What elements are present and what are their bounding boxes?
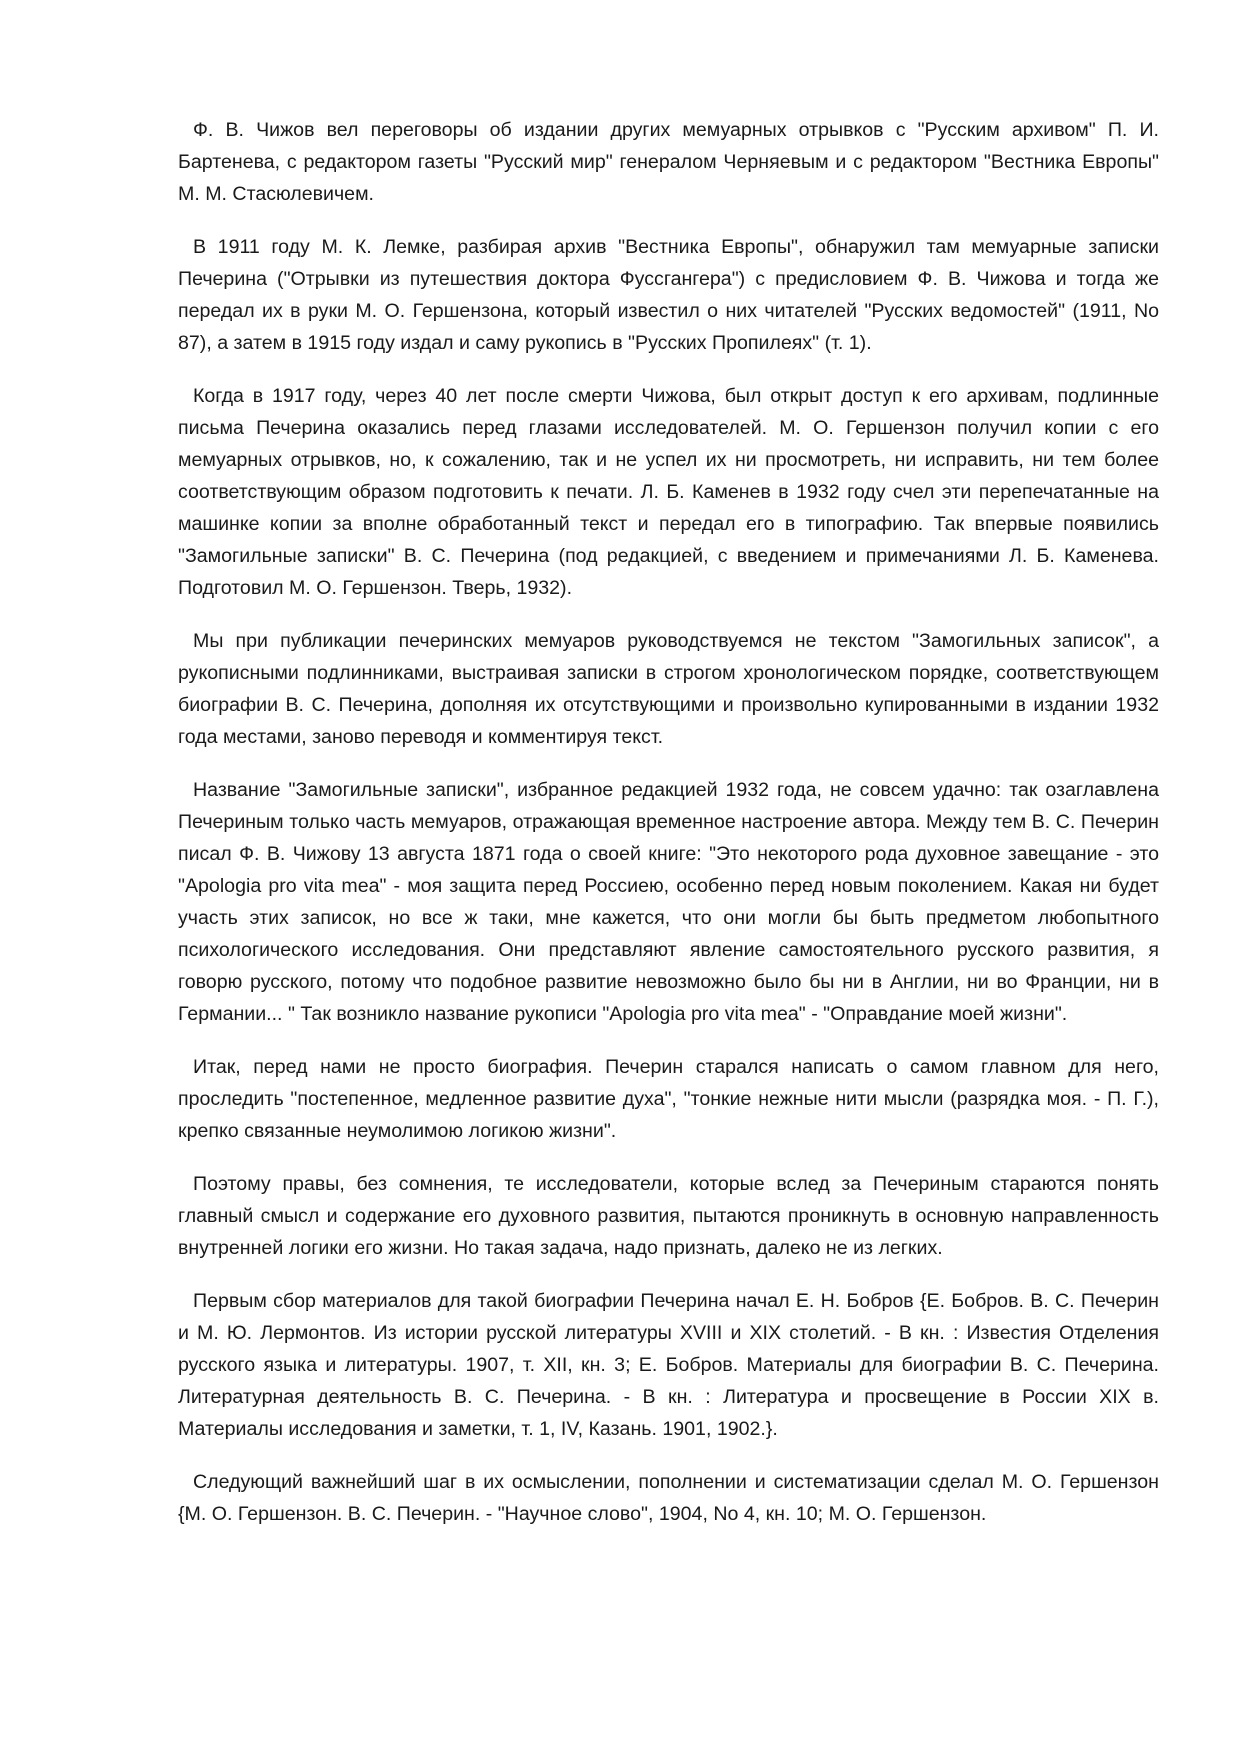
- paragraph-8: Первым сбор материалов для такой биографии Печерина начал Е. Н. Бобров {Е. Бобров. В. С. Печерин и М. Ю. Лермонтов. Из истории русской литературы XVIII и XIX столетий. - В кн. : Известия Отделения русского языка и литературы. 1907, т. XII, кн. 3; Е. Бобров. Материалы для биографии В. С. Печерина. Литературная деятельность В. С. Печерина. - В кн. : Литература и просвещение в России XIX в. Материалы исследования и заметки, т. 1, IV, Казань. 1901, 1902.}.: [178, 1290, 1159, 1440]
- paragraph-4: Мы при публикации печеринских мемуаров руководствуемся не текстом "Замогильных записок", а рукописными подлинниками, выстраивая записки в строгом хронологическом порядке, соответствующем биографии В. С. Печерина, дополняя их отсутствующими и произвольно купированными в издании 1932 года местами, заново переводя и комментируя текст.: [178, 630, 1159, 748]
- paragraph-9: Следующий важнейший шаг в их осмыслении, пополнении и систематизации сделал М. О. Гершензон {М. О. Гершензон. В. С. Печерин. - "Научное слово", 1904, No 4, кн. 10; М. О. Гершензон.: [178, 1471, 1159, 1525]
- paragraph-2: В 1911 году М. К. Лемке, разбирая архив "Вестника Европы", обнаружил там мемуарные записки Печерина ("Отрывки из путешествия доктора Фуссгангера") с предисловием Ф. В. Чижова и тогда же передал их в руки М. О. Гершензона, который известил о них читателей "Русских ведомостей" (1911, No 87), а затем в 1915 году издал и саму рукопись в "Русских Пропилеях" (т. 1).: [178, 236, 1159, 354]
- paragraph-7: Поэтому правы, без сомнения, те исследователи, которые вслед за Печериным стараются понять главный смысл и содержание его духовного развития, пытаются проникнуть в основную направленность внутренней логики его жизни. Но такая задача, надо признать, далеко не из легких.: [178, 1173, 1159, 1259]
- paragraph-6: Итак, перед нами не просто биография. Печерин старался написать о самом главном для него, проследить "постепенное, медленное развитие духа", "тонкие нежные нити мысли (разрядка моя. - П. Г.), крепко связанные неумолимою логикою жизни".: [178, 1056, 1159, 1142]
- paragraph-3: Когда в 1917 году, через 40 лет после смерти Чижова, был открыт доступ к его архивам, подлинные письма Печерина оказались перед глазами исследователей. М. О. Гершензон получил копии с его мемуарных отрывков, но, к сожалению, так и не успел их ни просмотреть, ни исправить, ни тем более соответствующим образом подготовить к печати. Л. Б. Каменев в 1932 году счел эти перепечатанные на машинке копии за вполне обработанный текст и передал его в типографию. Так впервые появились "Замогильные записки" В. С. Печерина (под редакцией, с введением и примечаниями Л. Б. Каменева. Подготовил М. О. Гершензон. Тверь, 1932).: [178, 385, 1159, 599]
- paragraph-1: Ф. В. Чижов вел переговоры об издании других мемуарных отрывков с "Русским архивом" П. И. Бартенева, с редактором газеты "Русский мир" генералом Черняевым и с редактором "Вестника Европы" М. М. Стасюлевичем.: [178, 119, 1159, 205]
- document-page: [178, 114, 1159, 1530]
- paragraph-5: Название "Замогильные записки", избранное редакцией 1932 года, не совсем удачно: так озаглавлена Печериным только часть мемуаров, отражающая временное настроение автора. Между тем В. С. Печерин писал Ф. В. Чижову 13 августа 1871 года о своей книге: "Это некоторого рода духовное завещание - это "Apologia pro vita mea" - моя защита перед Россиею, особенно перед новым поколением. Какая ни будет участь этих записок, но все ж таки, мне кажется, что они могли бы быть предметом любопытного психологического исследования. Они представляют явление самостоятельного русского развития, я говорю русского, потому что подобное развитие невозможно было бы ни в Англии, ни во Франции, ни в Германии... " Так возникло название рукописи "Apologia pro vita mea" - "Оправдание моей жизни".: [178, 779, 1159, 1025]
